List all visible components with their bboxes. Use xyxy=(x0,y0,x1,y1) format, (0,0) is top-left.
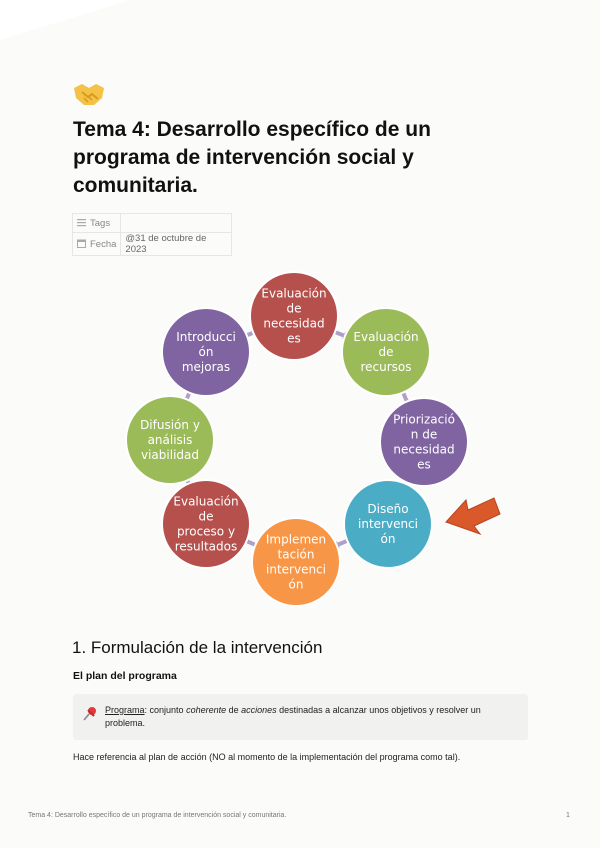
cycle-node xyxy=(162,308,250,396)
cycle-node-label: Priorizació xyxy=(393,412,455,427)
cycle-node-label: n de xyxy=(410,427,438,442)
cycle-node-label: Evaluación xyxy=(173,494,239,509)
cycle-node-label: Introducci xyxy=(176,330,236,344)
cycle-node-label: Evaluación xyxy=(353,330,419,344)
highlight-arrow xyxy=(446,498,500,534)
cycle-node-label: Diseño xyxy=(367,502,409,516)
cycle-node-label: intervenci xyxy=(358,517,418,531)
pushpin-icon xyxy=(82,706,98,722)
cycle-node-label: viabilidad xyxy=(141,448,199,462)
cycle-node-label: Evaluación xyxy=(261,286,327,301)
cycle-node-label: ón xyxy=(198,345,214,359)
property-value[interactable] xyxy=(121,214,232,233)
cycle-node-label: mejoras xyxy=(181,360,231,374)
cycle-diagram xyxy=(118,268,502,620)
callout-term: Programa xyxy=(105,705,145,715)
property-label: Tags xyxy=(90,217,111,229)
page-number: 1 xyxy=(566,812,570,819)
callout-emphasis: acciones xyxy=(241,705,277,715)
page-title: Tema 4: Desarrollo específico de un programa de intervención social y comunitaria. xyxy=(73,118,431,197)
list-icon xyxy=(77,218,86,227)
cycle-node-label: recursos xyxy=(360,360,412,374)
cycle-node xyxy=(126,396,214,484)
section-heading: 1. Formulación de la intervención xyxy=(72,638,323,657)
cycle-node xyxy=(344,480,432,568)
cycle-node-label: intervenci xyxy=(266,562,326,577)
cycle-node-label: de xyxy=(198,509,214,524)
cycle-node-label: ón xyxy=(288,577,304,592)
cycle-node-label: análisis xyxy=(147,433,193,447)
cycle-node-label: Difusión y xyxy=(140,418,200,432)
handshake-icon xyxy=(72,80,106,108)
callout-text: Programa: conjunto coherente de acciones destinadas a alcanzar unos objetivos y resolver un problema. xyxy=(105,705,481,728)
property-row-tags xyxy=(73,214,232,233)
footer-title: Tema 4: Desarrollo específico de un programa de intervención social y comunitaria. xyxy=(28,812,287,819)
callout-emphasis: coherente xyxy=(186,705,227,715)
cycle-node-label: es xyxy=(417,457,431,472)
properties-table xyxy=(72,213,232,256)
paragraph: Hace referencia al plan de acción (NO al momento de la implementación del programa como tal). xyxy=(73,752,461,762)
cycle-node-label: Implemen xyxy=(265,532,327,547)
cycle-node xyxy=(162,480,250,568)
cycle-node xyxy=(380,398,468,486)
cycle-node-label: necesidad xyxy=(263,316,325,331)
property-value[interactable]: @31 de octubre de 2023 xyxy=(121,233,232,256)
subheading: El plan del programa xyxy=(73,670,177,682)
property-row-fecha xyxy=(73,233,232,256)
calendar-icon xyxy=(77,239,86,248)
cycle-node-label: resultados xyxy=(174,539,238,554)
cycle-node-label: es xyxy=(287,331,301,346)
cycle-node xyxy=(250,272,338,360)
cycle-node xyxy=(342,308,430,396)
callout xyxy=(73,694,528,740)
cycle-node-label: necesidad xyxy=(393,442,455,457)
property-label: Fecha xyxy=(90,238,117,250)
cycle-node xyxy=(252,518,340,606)
cycle-node-label: de xyxy=(378,345,394,359)
cycle-node-label: proceso y xyxy=(176,524,236,539)
cycle-node-label: de xyxy=(286,301,302,316)
cycle-node-label: tación xyxy=(277,547,315,562)
cycle-node-label: ón xyxy=(380,532,396,546)
